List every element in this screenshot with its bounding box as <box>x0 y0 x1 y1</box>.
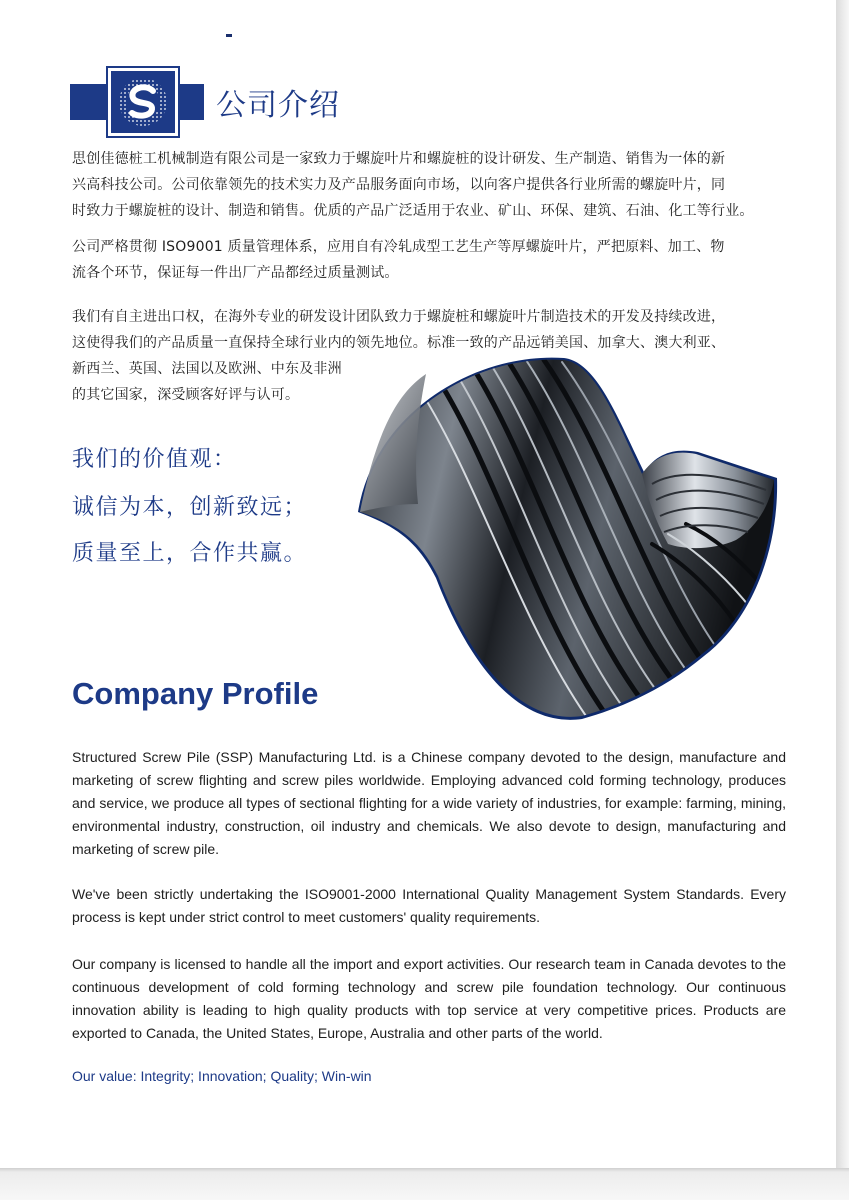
values-cn-title: 我们的价值观： <box>72 447 237 472</box>
heading-cn: 公司介绍 <box>216 88 340 123</box>
page-edge-right <box>836 0 849 1200</box>
heading-en: Company Profile <box>72 676 319 711</box>
en-paragraph-3: Our company is licensed to handle all the import and export activities. Our research team in Canada devotes to the continuous development of cold forming technology and screw pile foundation technology. Our continuous innovation ability is leading to high quality products with top service at very competitive prices. Products are exported to Canada, the United States, Europe, Australia and other parts of the world. <box>72 956 786 1041</box>
cn-paragraph-1 <box>72 146 792 224</box>
cn-paragraph-line: 公司严格贯彻 ISO9001 质量管理体系，应用自有冷轧成型工艺生产等厚螺旋叶片，严把原料、加工、物 <box>72 239 725 255</box>
cn-paragraph-line: 流各个环节，保证每一件出厂产品都经过质量测试。 <box>72 265 399 281</box>
cn-paragraph-line: 时致力于螺旋桩的设计、制造和销售。优质的产品广泛适用于农业、矿山、环保、建筑、石油、化工等行业。 <box>72 203 754 219</box>
cn-paragraph-line: 这使得我们的产品质量一直保持全球行业内的领先地位。标准一致的产品远销美国、加拿大、澳大利亚、 <box>72 335 726 351</box>
cn-paragraph-2 <box>72 234 792 286</box>
en-paragraph-1: Structured Screw Pile (SSP) Manufacturing Ltd. is a Chinese company devoted to the design, manufacture and marketing of screw flighting and screw piles worldwide. Employing advanced cold forming technology, produces and service, we produce all types of sectional flighting for a wide variety of industries, for example: farming, mining, environmental industry, construction, oil industry and chemicals. We also devote to design, manufacturing and marketing of screw pile. <box>72 749 786 857</box>
cn-paragraph-line: 的其它国家，深受顾客好评与认可。 <box>72 387 300 403</box>
page-edge-bottom <box>0 1168 849 1200</box>
value-en: Our value: Integrity; Innovation; Quality; Win-win <box>72 1068 372 1084</box>
values-cn-line-1: 诚信为本，创新致远； <box>72 495 308 520</box>
screw-flighting-coil-image <box>356 354 788 726</box>
en-paragraph-2: We've been strictly undertaking the ISO9001-2000 International Quality Management System Standards. Every process is kept under strict control to meet customers' quality requirements. <box>72 886 786 925</box>
print-mark <box>226 34 232 37</box>
values-cn-line-2: 质量至上，合作共赢。 <box>72 541 308 566</box>
cn-paragraph-line: 兴高科技公司。公司依靠领先的技术实力及产品服务面向市场，以向客户提供各行业所需的螺旋叶片，同 <box>72 177 726 193</box>
cn-paragraph-line: 新西兰、英国、法国以及欧洲、中东及非洲 <box>72 361 342 377</box>
company-logo-icon <box>108 68 178 136</box>
cn-paragraph-line: 我们有自主进出口权，在海外专业的研发设计团队致力于螺旋桩和螺旋叶片制造技术的开发及持续改进， <box>72 309 726 325</box>
cn-paragraph-line: 思创佳德桩工机械制造有限公司是一家致力于螺旋叶片和螺旋桩的设计研发、生产制造、销售为一体的新 <box>72 151 726 167</box>
